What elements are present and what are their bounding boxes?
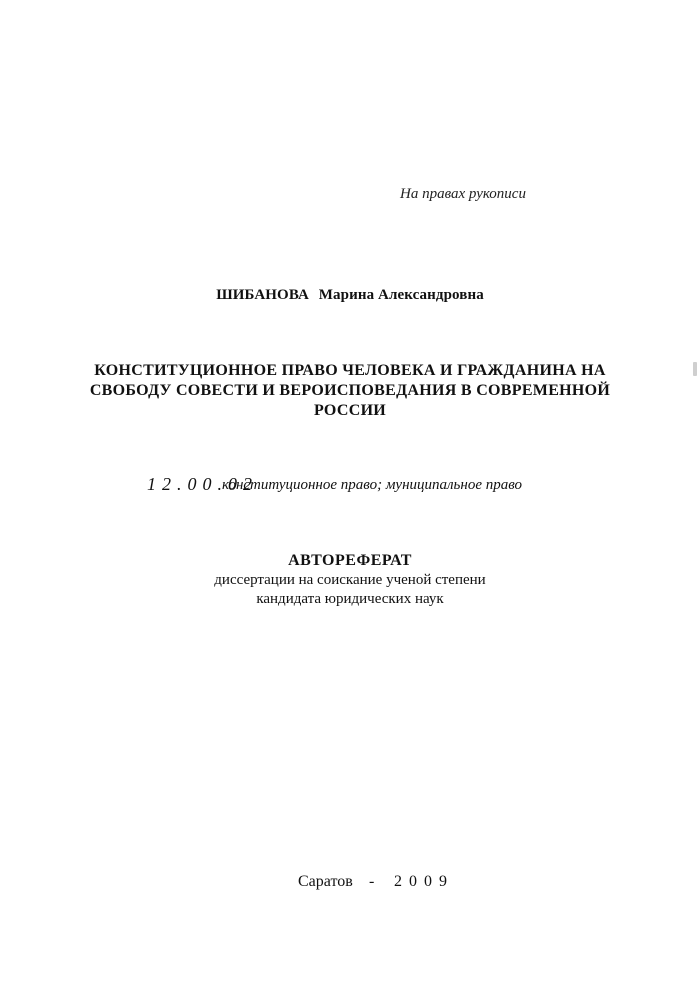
- author-name: [0, 287, 700, 304]
- specialty-code: 12.00.02: [147, 474, 258, 494]
- abstract-block: [0, 551, 700, 609]
- abstract-line-1: диссертации на соискание ученой степени: [214, 572, 486, 588]
- dissertation-title: [70, 361, 630, 421]
- author-given-names: Марина Александровна: [318, 287, 484, 303]
- footer-dash: -: [369, 873, 375, 890]
- author-surname: ШИБАНОВА: [216, 287, 309, 303]
- title-line-2: СВОБОДУ СОВЕСТИ И ВЕРОИСПОВЕДАНИЯ В СОВРЕМЕННОЙ: [89, 382, 611, 399]
- specialty-name: конституционное право; муниципальное право: [222, 477, 523, 493]
- footer-city: Саратов: [298, 873, 353, 890]
- title-line-1: КОНСТИТУЦИОННОЕ ПРАВО ЧЕЛОВЕКА И ГРАЖДАНИНА НА: [94, 362, 606, 379]
- manuscript-note: На правах рукописи: [400, 186, 526, 202]
- title-line-3: РОССИИ: [313, 402, 387, 419]
- footer-year: 2009: [394, 873, 454, 890]
- scan-edge-mark: [693, 362, 697, 376]
- abstract-line-2: кандидата юридических наук: [256, 591, 444, 607]
- abstract-heading: АВТОРЕФЕРАТ: [288, 552, 412, 569]
